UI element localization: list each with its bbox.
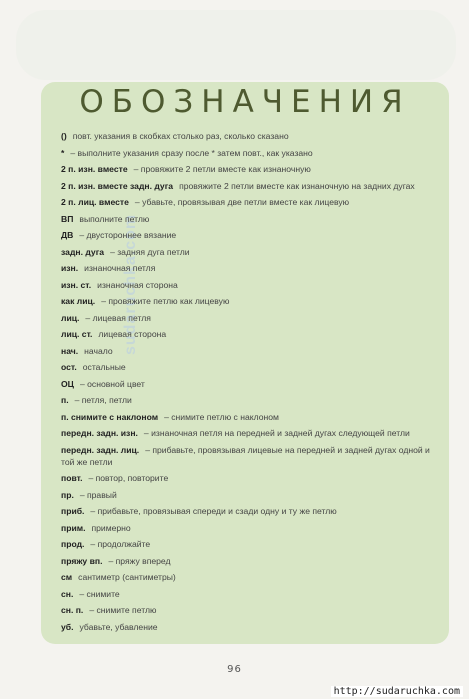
abbreviation-description: – изнаночная петля на передней и задней дугах следующей петли <box>143 428 410 438</box>
list-item <box>61 213 441 225</box>
list-item <box>61 538 441 550</box>
list-item <box>61 246 441 258</box>
list-item <box>61 295 441 307</box>
list-item <box>61 196 441 208</box>
abbreviation-term: уб. <box>61 621 74 632</box>
page-number: 96 <box>227 664 242 675</box>
abbreviation-description: – продолжайте <box>90 539 151 549</box>
abbreviation-description: – выполните указания сразу после * затем повт., как указано <box>70 147 313 158</box>
abbreviation-term: как лиц. <box>61 296 96 306</box>
abbreviation-term: пр. <box>61 489 74 500</box>
list-item <box>61 163 441 175</box>
list-item <box>61 522 441 534</box>
abbreviation-term: 2 п. изн. вместе <box>61 164 128 174</box>
abbreviation-description: изнаночная петля <box>84 263 156 273</box>
abbreviation-description: – провяжите 2 петли вместе как изнаночную <box>133 164 311 174</box>
abbreviation-term: ост. <box>61 362 77 372</box>
list-item <box>61 147 441 159</box>
abbreviation-description: изнаночная сторона <box>97 279 178 290</box>
abbreviation-description: – снимите <box>79 588 120 599</box>
abbreviation-description: – прибавьте, провязывая спереди и сзади одну и ту же петлю <box>90 506 337 516</box>
abbreviation-description: – провяжите петлю как лицевую <box>101 296 230 306</box>
list-item <box>61 621 441 633</box>
abbreviation-description: – пряжу вперед <box>108 555 171 566</box>
abbreviation-term: п. снимите с наклоном <box>61 411 159 422</box>
page-title: ОБОЗНАЧЕНИЯ <box>79 84 411 120</box>
list-item <box>61 180 441 192</box>
abbreviation-term: 2 п. лиц. вместе <box>61 197 129 207</box>
background-decor <box>16 10 456 80</box>
abbreviation-term: * <box>61 147 65 158</box>
abbreviation-term: задн. дуга <box>61 246 105 257</box>
list-item <box>61 505 441 517</box>
list-item <box>61 378 441 390</box>
abbreviation-term: ВП <box>61 213 74 224</box>
list-item <box>61 328 441 340</box>
abbreviation-description: – задняя дуга петли <box>110 246 190 257</box>
abbreviation-description: остальные <box>82 362 126 372</box>
abbreviation-term: сн. <box>61 588 74 599</box>
list-item <box>61 489 441 501</box>
abbreviation-description: лицевая сторона <box>98 329 167 339</box>
abbreviation-term: п. <box>61 395 69 405</box>
abbreviation-description: – повтор, повторите <box>88 473 169 483</box>
list-item <box>61 279 441 291</box>
abbreviation-term: пряжу вп. <box>61 555 103 566</box>
abbreviation-description: – двустороннее вязание <box>79 230 177 240</box>
abbreviation-description: начало <box>84 345 113 356</box>
abbreviation-term: передн. задн. лиц. <box>61 444 140 455</box>
abbreviation-term: 2 п. изн. вместе задн. дуга <box>61 180 174 191</box>
abbreviation-term: () <box>61 131 67 141</box>
abbreviation-term: изн. <box>61 263 79 273</box>
abbreviation-description: – лицевая петля <box>85 312 151 323</box>
abbreviation-description: – прибавьте, провязывая лицевые на передней и задней дугах одной и той же петли <box>61 444 430 467</box>
abbreviation-term: приб. <box>61 506 85 516</box>
list-item <box>61 472 441 484</box>
abbreviation-description: провяжите 2 петли вместе как изнаночную на задних дугах <box>179 180 415 191</box>
list-item <box>61 427 441 439</box>
abbreviation-description: – убавьте, провязывая две петли вместе как лицевую <box>134 197 350 207</box>
abbreviation-term: см <box>61 572 73 582</box>
watermark: sudaruchka.com <box>122 213 139 355</box>
abbreviation-term: сн. п. <box>61 605 84 615</box>
abbreviation-list <box>61 130 441 637</box>
list-item <box>61 571 441 583</box>
abbreviation-term: нач. <box>61 345 79 356</box>
abbreviation-term: прод. <box>61 539 85 549</box>
abbreviation-term: прим. <box>61 522 86 533</box>
list-item <box>61 604 441 616</box>
list-item <box>61 411 441 423</box>
list-item <box>61 394 441 406</box>
site-url: http://sudaruchka.com <box>331 686 463 697</box>
list-item <box>61 555 441 567</box>
abbreviation-description: – петля, петли <box>74 395 132 405</box>
list-item <box>61 345 441 357</box>
abbreviation-term: передн. задн. изн. <box>61 428 138 438</box>
list-item <box>61 444 441 468</box>
list-item <box>61 312 441 324</box>
abbreviation-description: убавьте, убавление <box>79 621 158 632</box>
abbreviation-term: лиц. ст. <box>61 329 93 339</box>
abbreviation-description: – правый <box>79 489 117 500</box>
abbreviation-term: ОЦ <box>61 378 74 389</box>
list-item <box>61 361 441 373</box>
abbreviation-description: – снимите петлю <box>89 605 157 615</box>
abbreviation-term: повт. <box>61 473 83 483</box>
abbreviation-description: выполните петлю <box>79 213 150 224</box>
abbreviation-description: сантиметр (сантиметры) <box>78 572 176 582</box>
abbreviation-term: изн. ст. <box>61 279 92 290</box>
abbreviation-term: лиц. <box>61 312 80 323</box>
list-item <box>61 229 441 241</box>
abbreviation-description: – основной цвет <box>79 378 145 389</box>
abbreviation-description: – снимите петлю с наклоном <box>164 411 279 422</box>
list-item <box>61 130 441 142</box>
list-item <box>61 588 441 600</box>
list-item <box>61 262 441 274</box>
abbreviation-description: повт. указания в скобках столько раз, сколько сказано <box>72 131 289 141</box>
abbreviation-term: ДВ <box>61 230 74 240</box>
abbreviation-description: примерно <box>91 522 131 533</box>
